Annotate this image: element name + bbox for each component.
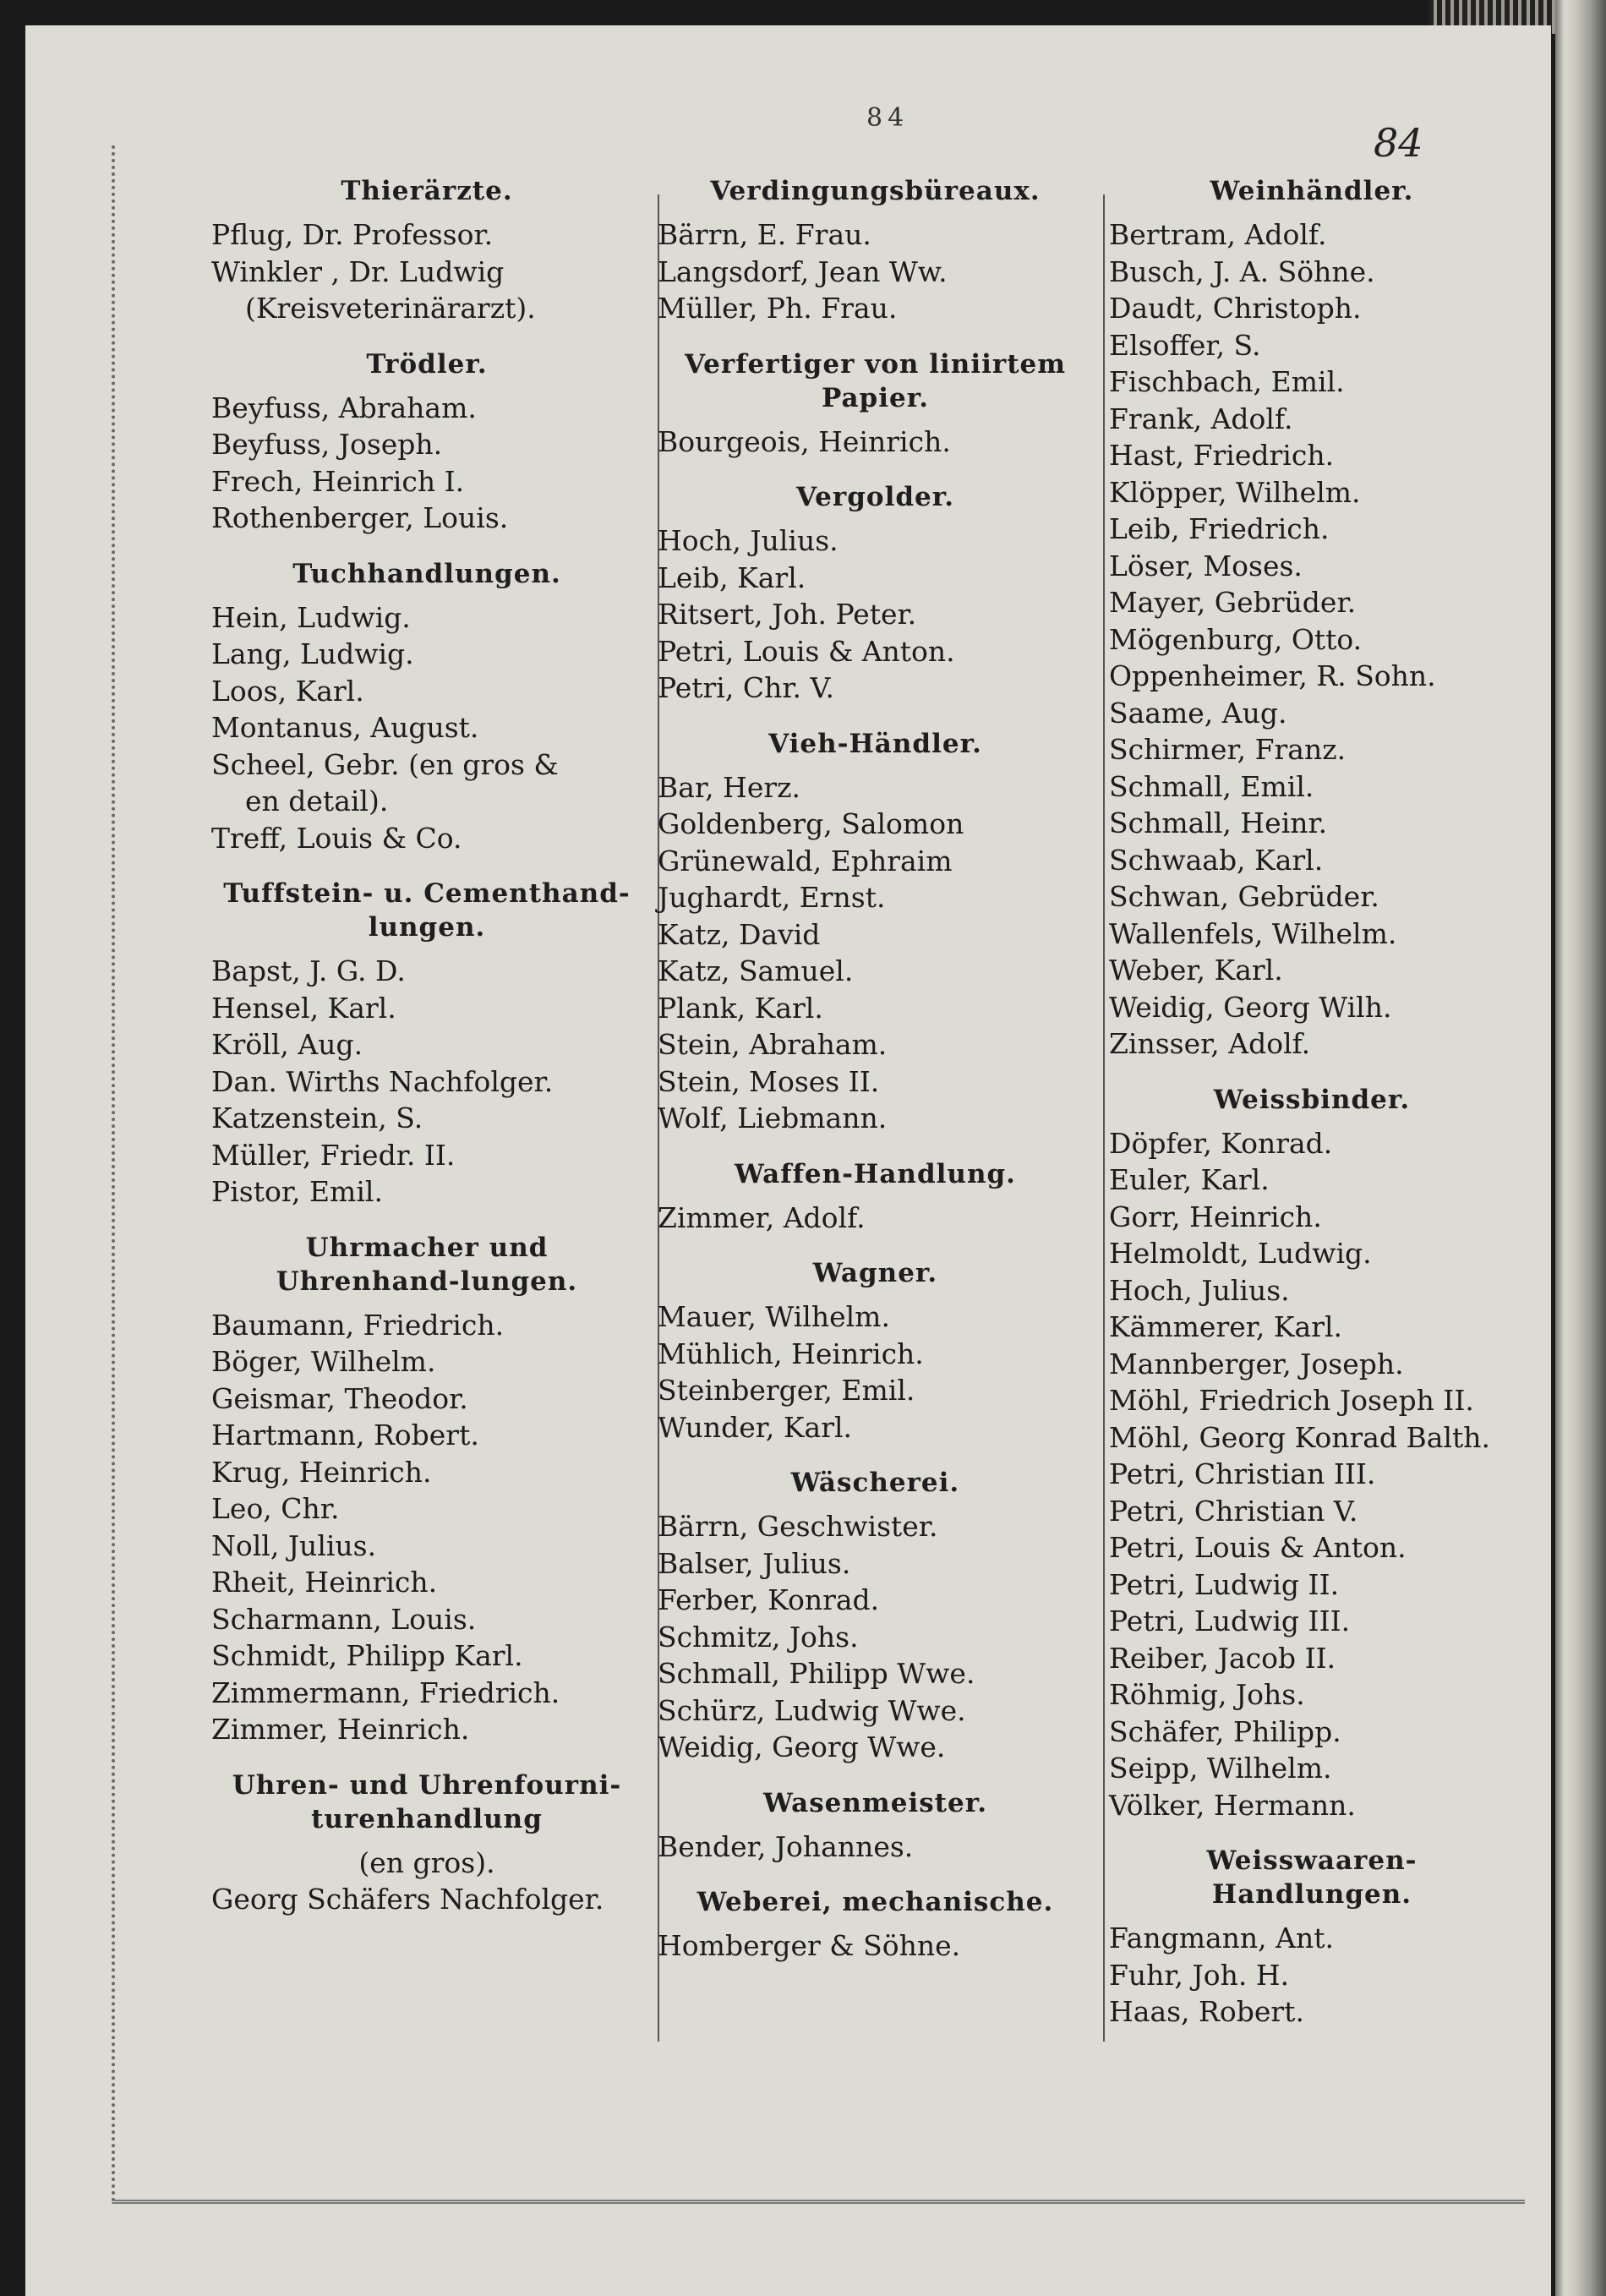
directory-entry: Homberger & Söhne. xyxy=(658,1929,961,1962)
handwritten-page-number: 84 xyxy=(1374,120,1423,166)
section-heading: Trödler. xyxy=(366,348,488,380)
directory-entry: Bender, Johannes. xyxy=(658,1829,914,1863)
entry-list xyxy=(658,424,1093,461)
directory-entry: Leib, Friedrich. xyxy=(1109,512,1330,545)
section-heading: Tuffstein- u. Cementhand-lungen. xyxy=(223,878,631,943)
directory-entry: Schirmer, Franz. xyxy=(1109,733,1347,766)
section-heading: Tuchhandlungen. xyxy=(292,558,561,589)
directory-entry: Ritsert, Joh. Peter. xyxy=(658,598,917,631)
entry-list xyxy=(658,1508,1093,1766)
directory-entry: Böger, Wilhelm. xyxy=(211,1345,436,1378)
directory-entry: Pflug, Dr. Professor. xyxy=(211,218,494,251)
directory-section xyxy=(211,1231,642,1748)
directory-entry: Hartmann, Robert. xyxy=(211,1419,479,1451)
directory-entry: Röhmig, Johs. xyxy=(1109,1678,1305,1711)
directory-section xyxy=(658,1157,1093,1237)
directory-entry: Schäfer, Philipp. xyxy=(1109,1714,1341,1748)
directory-section xyxy=(211,877,642,1211)
directory-entry: Petri, Christian III. xyxy=(1109,1457,1376,1490)
directory-entry: Hast, Friedrich. xyxy=(1109,439,1335,472)
entry-list xyxy=(211,390,642,537)
section-heading: Vergolder. xyxy=(795,482,955,512)
entry-list xyxy=(211,1307,642,1748)
entry-list xyxy=(658,1200,1093,1237)
directory-entry: Busch, J. A. Söhne. xyxy=(1109,254,1375,288)
directory-entry: Beyfuss, Joseph. xyxy=(211,428,443,461)
directory-entry: Weidig, Georg Wilh. xyxy=(1109,990,1392,1024)
directory-entry: Kröll, Aug. xyxy=(211,1028,363,1061)
directory-entry: Bapst, J. G. D. xyxy=(211,954,406,987)
directory-entry: Jughardt, Ernst. xyxy=(658,881,886,914)
directory-entry: Schürz, Ludwig Wwe. xyxy=(658,1693,966,1727)
directory-section xyxy=(1109,174,1515,1063)
directory-entry: Winkler , Dr. Ludwig xyxy=(211,254,505,288)
directory-section xyxy=(658,727,1093,1137)
directory-entry: Schmall, Heinr. xyxy=(1109,806,1328,839)
page-number: 84 xyxy=(866,103,910,133)
entry-list xyxy=(658,1298,1093,1446)
directory-entry: Grünewald, Ephraim xyxy=(658,844,953,877)
directory-entry: Weber, Karl. xyxy=(1109,954,1283,987)
directory-entry: Mannberger, Joseph. xyxy=(1109,1347,1404,1380)
section-heading: Verdingungsbüreaux. xyxy=(710,176,1041,206)
directory-section xyxy=(1109,1083,1515,1824)
entry-list xyxy=(211,1881,642,1918)
directory-entry: Müller, Friedr. II. xyxy=(211,1138,456,1172)
directory-entry: Katz, David xyxy=(658,917,821,951)
directory-page xyxy=(25,25,1551,2296)
directory-entry: Wolf, Liebmann. xyxy=(658,1102,888,1134)
entry-list xyxy=(658,1927,1093,1965)
directory-entry: Elsoffer, S. xyxy=(1109,328,1261,362)
directory-section xyxy=(1109,1844,1515,2031)
directory-section xyxy=(658,347,1093,461)
directory-entry: Scheel, Gebr. (en gros & xyxy=(211,747,559,781)
directory-entry: Schmitz, Johs. xyxy=(658,1620,859,1654)
directory-entry: Hoch, Julius. xyxy=(658,524,839,557)
directory-entry: Möhl, Friedrich Joseph II. xyxy=(1109,1384,1474,1417)
directory-entry: Wunder, Karl. xyxy=(658,1410,853,1444)
directory-entry: Döpfer, Konrad. xyxy=(1109,1126,1333,1160)
directory-entry: Schmidt, Philipp Karl. xyxy=(211,1639,523,1672)
directory-entry: Leib, Karl. xyxy=(658,560,806,594)
directory-entry: Noll, Julius. xyxy=(211,1528,377,1562)
directory-entry: Bärrn, E. Frau. xyxy=(658,218,871,251)
directory-section xyxy=(211,174,642,327)
section-heading: Weisswaaren-Handlungen. xyxy=(1206,1845,1418,1910)
directory-entry: Klöpper, Wilhelm. xyxy=(1109,475,1361,509)
entry-list xyxy=(1109,1920,1515,2031)
directory-entry: Oppenheimer, R. Sohn. xyxy=(1109,659,1436,692)
directory-section xyxy=(658,480,1093,707)
directory-section xyxy=(211,1768,642,1918)
entry-list xyxy=(211,953,642,1211)
entry-list xyxy=(658,216,1093,327)
directory-entry: Langsdorf, Jean Ww. xyxy=(658,254,948,288)
section-heading: Weinhändler. xyxy=(1210,176,1414,206)
section-heading: Wasenmeister. xyxy=(763,1787,987,1818)
directory-entry: Stein, Moses II. xyxy=(658,1064,880,1098)
directory-entry: Mayer, Gebrüder. xyxy=(1109,586,1357,619)
directory-entry: Bertram, Adolf. xyxy=(1109,218,1327,251)
directory-entry: Petri, Louis & Anton. xyxy=(1109,1531,1407,1564)
directory-entry: Mögenburg, Otto. xyxy=(1109,622,1363,656)
entry-list xyxy=(658,1829,1093,1866)
directory-entry: Zinsser, Adolf. xyxy=(1109,1027,1311,1060)
directory-entry: Möhl, Georg Konrad Balth. xyxy=(1109,1420,1491,1454)
directory-entry: Daudt, Christoph. xyxy=(1109,292,1362,325)
directory-entry: Bar, Herz. xyxy=(658,770,801,804)
directory-entry: Petri, Chr. V. xyxy=(658,671,835,704)
section-heading: Wäscherei. xyxy=(790,1468,960,1498)
directory-entry: Löser, Moses. xyxy=(1109,549,1303,582)
directory-section xyxy=(658,1466,1093,1766)
directory-entry: Hoch, Julius. xyxy=(1109,1273,1290,1307)
directory-entry: Pistor, Emil. xyxy=(211,1175,383,1208)
entry-list xyxy=(211,216,642,327)
section-heading: Vieh-Händler. xyxy=(768,728,982,759)
directory-entry: Haas, Robert. xyxy=(1109,1995,1304,2028)
section-heading: Weberei, mechanische. xyxy=(696,1887,1054,1917)
directory-entry: Hein, Ludwig. xyxy=(211,600,411,634)
directory-entry: Georg Schäfers Nachfolger. xyxy=(211,1883,604,1916)
directory-entry: Mühlich, Heinrich. xyxy=(658,1337,924,1370)
directory-entry: Bourgeois, Heinrich. xyxy=(658,424,951,458)
directory-entry: Euler, Karl. xyxy=(1109,1163,1270,1196)
directory-entry: Hensel, Karl. xyxy=(211,991,396,1025)
section-heading: Weissbinder. xyxy=(1213,1084,1411,1115)
directory-entry: Katz, Samuel. xyxy=(658,954,854,987)
section-heading: Verfertiger von liniirtem Papier. xyxy=(684,348,1067,413)
directory-entry: (Kreisveterinärarzt). xyxy=(245,292,536,325)
directory-entry: Beyfuss, Abraham. xyxy=(211,391,477,424)
directory-entry: Balser, Julius. xyxy=(658,1546,851,1580)
directory-entry: Goldenberg, Salomon xyxy=(658,807,964,840)
directory-entry: Frank, Adolf. xyxy=(1109,402,1293,435)
entry-list xyxy=(658,522,1093,707)
section-heading: Waffen-Handlung. xyxy=(735,1158,1016,1189)
directory-entry: Montanus, August. xyxy=(211,711,479,744)
directory-entry: Saame, Aug. xyxy=(1109,696,1287,730)
directory-entry: Zimmer, Heinrich. xyxy=(211,1713,470,1746)
directory-entry: Baumann, Friedrich. xyxy=(211,1308,505,1342)
directory-entry: Stein, Abraham. xyxy=(658,1028,888,1061)
section-heading: Wagner. xyxy=(812,1258,938,1288)
directory-entry: Loos, Karl. xyxy=(211,674,364,708)
section-note: (en gros). xyxy=(358,1845,495,1879)
directory-entry: Petri, Christian V. xyxy=(1109,1494,1358,1528)
directory-entry: Scharmann, Louis. xyxy=(211,1602,477,1636)
directory-entry: Völker, Hermann. xyxy=(1109,1788,1356,1822)
entry-list xyxy=(1109,1125,1515,1824)
directory-entry: Petri, Ludwig III. xyxy=(1109,1604,1351,1637)
directory-entry: Kämmerer, Karl. xyxy=(1109,1310,1343,1343)
directory-entry: Müller, Ph. Frau. xyxy=(658,292,898,325)
directory-entry: Mauer, Wilhelm. xyxy=(658,1300,890,1333)
directory-entry: Dan. Wirths Nachfolger. xyxy=(211,1064,554,1098)
section-heading: Thierärzte. xyxy=(341,176,513,206)
directory-entry: Fuhr, Joh. H. xyxy=(1109,1958,1290,1992)
directory-entry: Plank, Karl. xyxy=(658,991,823,1025)
directory-entry: Schmall, Philipp Wwe. xyxy=(658,1657,975,1690)
entry-list xyxy=(211,599,642,857)
directory-entry: Katzenstein, S. xyxy=(211,1102,423,1134)
directory-entry: Rheit, Heinrich. xyxy=(211,1566,438,1599)
directory-entry: Weidig, Georg Wwe. xyxy=(658,1730,946,1763)
section-heading: Uhren- und Uhrenfourni-turenhandlung xyxy=(232,1769,622,1834)
directory-entry: Petri, Louis & Anton. xyxy=(658,634,955,668)
directory-entry: Zimmermann, Friedrich. xyxy=(211,1676,560,1709)
column-3 xyxy=(1109,167,1515,2051)
directory-entry: Wallenfels, Wilhelm. xyxy=(1109,916,1397,950)
column-2 xyxy=(658,167,1093,1985)
directory-entry: Rothenberger, Louis. xyxy=(211,501,509,534)
directory-entry: en detail). xyxy=(245,784,389,817)
directory-entry: Schwaab, Karl. xyxy=(1109,843,1324,877)
directory-entry: Helmoldt, Ludwig. xyxy=(1109,1237,1372,1270)
directory-section xyxy=(658,1786,1093,1866)
directory-entry: Fischbach, Emil. xyxy=(1109,365,1345,398)
directory-entry: Bärrn, Geschwister. xyxy=(658,1510,938,1543)
directory-entry: Treff, Louis & Co. xyxy=(211,821,462,855)
section-heading: Uhrmacher und Uhrenhand-lungen. xyxy=(276,1232,578,1297)
directory-entry: Steinberger, Emil. xyxy=(658,1374,915,1407)
directory-entry: Zimmer, Adolf. xyxy=(658,1200,866,1234)
directory-entry: Gorr, Heinrich. xyxy=(1109,1200,1322,1233)
directory-entry: Schwan, Gebrüder. xyxy=(1109,880,1379,913)
directory-entry: Petri, Ludwig II. xyxy=(1109,1567,1340,1601)
directory-entry: Lang, Ludwig. xyxy=(211,637,414,670)
directory-entry: Krug, Heinrich. xyxy=(211,1455,432,1489)
column-1 xyxy=(211,167,642,1938)
directory-section xyxy=(658,1256,1093,1446)
entry-list xyxy=(658,769,1093,1137)
directory-entry: Schmall, Emil. xyxy=(1109,769,1314,803)
directory-entry: Geismar, Theodor. xyxy=(211,1381,468,1415)
directory-section xyxy=(658,174,1093,327)
directory-entry: Seipp, Wilhelm. xyxy=(1109,1752,1332,1785)
directory-entry: Fangmann, Ant. xyxy=(1109,1922,1334,1954)
directory-section xyxy=(211,347,642,537)
entry-list xyxy=(1109,216,1515,1063)
column-divider xyxy=(1103,194,1105,2042)
directory-entry: Ferber, Konrad. xyxy=(658,1583,880,1616)
directory-entry: Frech, Heinrich I. xyxy=(211,464,465,498)
directory-entry: Reiber, Jacob II. xyxy=(1109,1641,1336,1675)
directory-section xyxy=(211,557,642,857)
directory-entry: Leo, Chr. xyxy=(211,1492,340,1525)
book-binding xyxy=(1555,0,1606,2296)
directory-section xyxy=(658,1885,1093,1965)
